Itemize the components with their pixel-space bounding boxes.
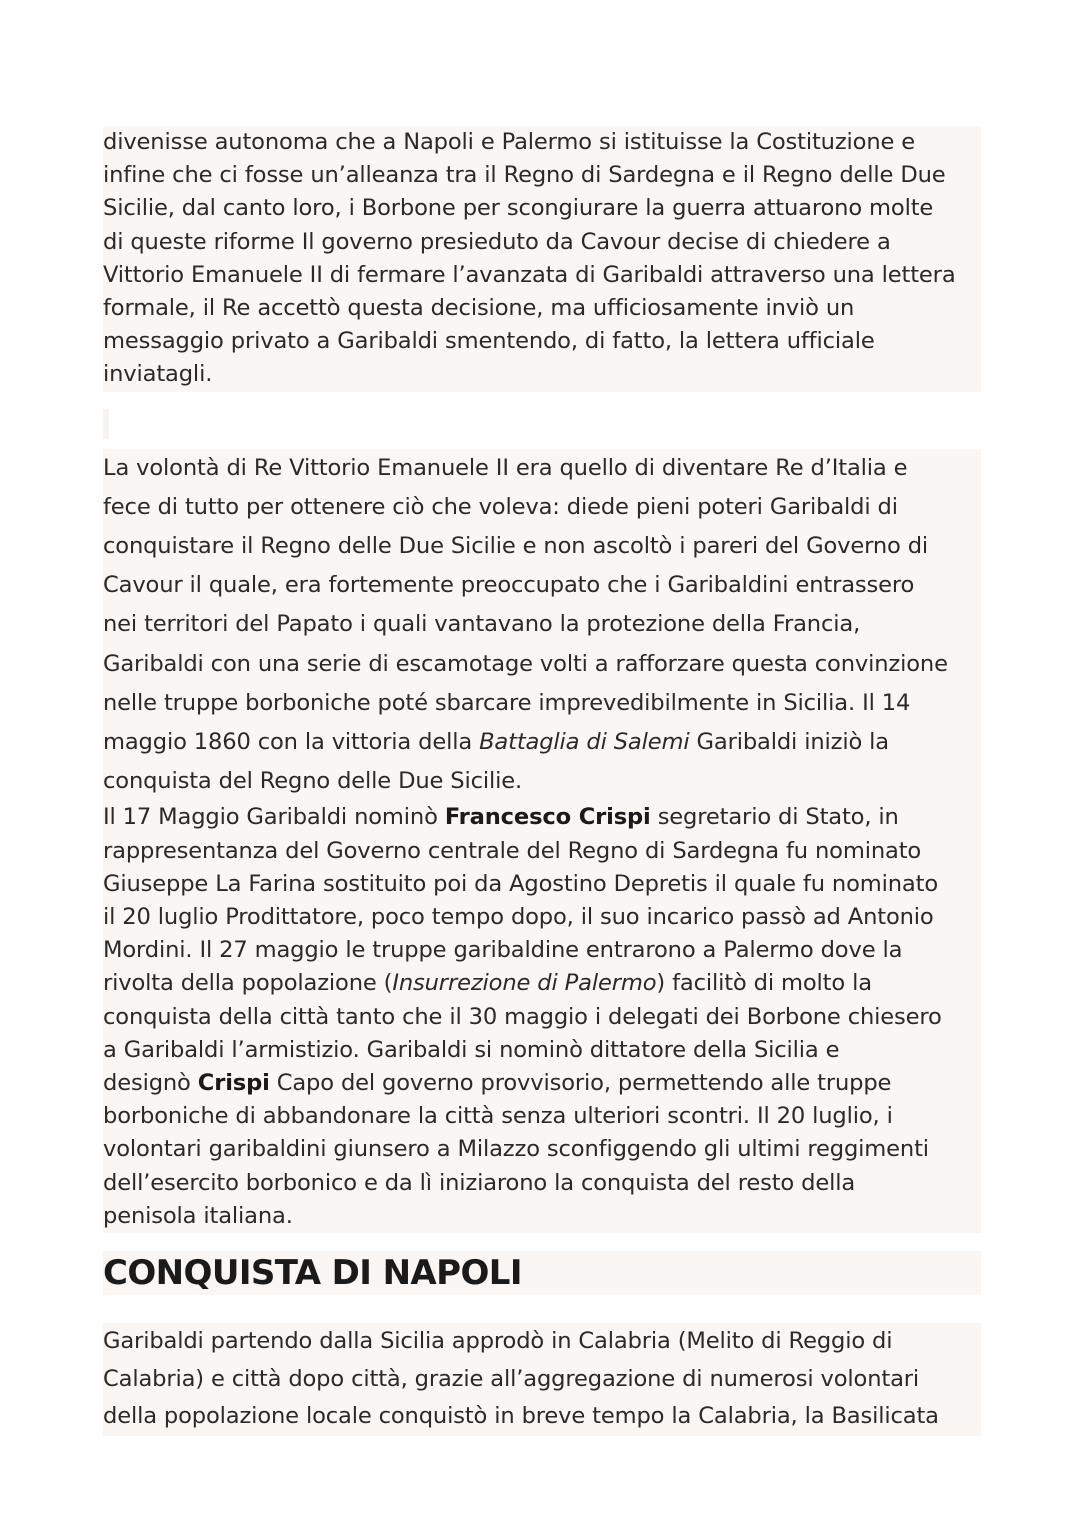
- text-line: Calabria) e città dopo città, grazie all’aggregazione di numerosi volontari: [103, 1361, 981, 1399]
- text-line: conquistare il Regno delle Due Sicilie e non ascoltò i pareri del Governo di: [103, 527, 981, 566]
- text-line: inviatagli.: [103, 358, 981, 391]
- text-line: La volontà di Re Vittorio Emanuele II era quello di diventare Re d’Italia e: [103, 449, 981, 488]
- paragraph-autonomy-reforms: [103, 126, 981, 392]
- text-line: nelle truppe borboniche poté sbarcare imprevedibilmente in Sicilia. Il 14: [103, 684, 981, 723]
- text-line: Giuseppe La Farina sostituito poi da Agostino Depretis il quale fu nominato: [103, 868, 981, 901]
- empty-line-marker: [103, 409, 109, 439]
- bold-name-crispi: Crispi: [197, 1070, 270, 1097]
- text-run: maggio 1860 con la vittoria della: [103, 729, 480, 756]
- paragraph-calabria: [103, 1323, 981, 1436]
- document-page: [103, 126, 981, 1436]
- text-line: Garibaldi partendo dalla Sicilia approdò in Calabria (Melito di Reggio di: [103, 1323, 981, 1361]
- text-line: di queste riforme Il governo presieduto da Cavour decise di chiedere a: [103, 226, 981, 259]
- italic-event-name: Insurrezione di Palermo: [392, 970, 657, 997]
- text-line: a Garibaldi l’armistizio. Garibaldi si nominò dittatore della Sicilia e: [103, 1034, 981, 1067]
- text-line: divenisse autonoma che a Napoli e Palermo si istituisse la Costituzione e: [103, 126, 981, 159]
- text-line: Mordini. Il 27 maggio le truppe garibaldine entrarono a Palermo dove la: [103, 934, 981, 967]
- text-run: Garibaldi iniziò la: [689, 729, 890, 756]
- paragraph-crispi-palermo: [103, 801, 981, 1233]
- text-line: [103, 723, 981, 762]
- text-run: Il 17 Maggio Garibaldi nominò: [103, 804, 445, 831]
- paragraph-vittorio-emanuele: [103, 449, 981, 802]
- text-line: penisola italiana.: [103, 1200, 981, 1233]
- text-line: [103, 1067, 981, 1100]
- text-line: borboniche di abbandonare la città senza ulteriori scontri. Il 20 luglio, i: [103, 1100, 981, 1133]
- text-line: Vittorio Emanuele II di fermare l’avanzata di Garibaldi attraverso una lettera: [103, 259, 981, 292]
- text-line: della popolazione locale conquistò in breve tempo la Calabria, la Basilicata: [103, 1398, 981, 1436]
- text-line: Cavour il quale, era fortemente preoccupato che i Garibaldini entrassero: [103, 566, 981, 605]
- text-line: volontari garibaldini giunsero a Milazzo sconfiggendo gli ultimi reggimenti: [103, 1133, 981, 1166]
- text-line: infine che ci fosse un’alleanza tra il Regno di Sardegna e il Regno delle Due: [103, 159, 981, 192]
- text-line: il 20 luglio Prodittatore, poco tempo dopo, il suo incarico passò ad Antonio: [103, 901, 981, 934]
- text-line: Sicilie, dal canto loro, i Borbone per scongiurare la guerra attuarono molte: [103, 192, 981, 225]
- text-line: Garibaldi con una serie di escamotage volti a rafforzare questa convinzione: [103, 645, 981, 684]
- text-run: designò: [103, 1070, 198, 1097]
- text-line: messaggio privato a Garibaldi smentendo, di fatto, la lettera ufficiale: [103, 325, 981, 358]
- text-line: [103, 801, 981, 834]
- text-run: Capo del governo provvisorio, permettendo alle truppe: [269, 1070, 892, 1097]
- text-line: nei territori del Papato i quali vantavano la protezione della Francia,: [103, 605, 981, 644]
- italic-battle-name: Battaglia di Salemi: [479, 729, 690, 756]
- text-run: segretario di Stato, in: [650, 804, 899, 831]
- bold-name-francesco-crispi: Francesco Crispi: [444, 804, 651, 831]
- text-run: ) facilitò di molto la: [656, 970, 872, 997]
- text-line: formale, il Re accettò questa decisione, ma ufficiosamente inviò un: [103, 292, 981, 325]
- text-line: rappresentanza del Governo centrale del Regno di Sardegna fu nominato: [103, 835, 981, 868]
- text-line: [103, 967, 981, 1000]
- text-run: rivolta della popolazione (: [103, 970, 393, 997]
- text-line: dell’esercito borbonico e da lì iniziarono la conquista del resto della: [103, 1167, 981, 1200]
- text-line: conquista della città tanto che il 30 maggio i delegati dei Borbone chiesero: [103, 1001, 981, 1034]
- section-heading: CONQUISTA DI NAPOLI: [103, 1251, 981, 1295]
- text-line: conquista del Regno delle Due Sicilie.: [103, 762, 981, 801]
- text-line: fece di tutto per ottenere ciò che voleva: diede pieni poteri Garibaldi di: [103, 488, 981, 527]
